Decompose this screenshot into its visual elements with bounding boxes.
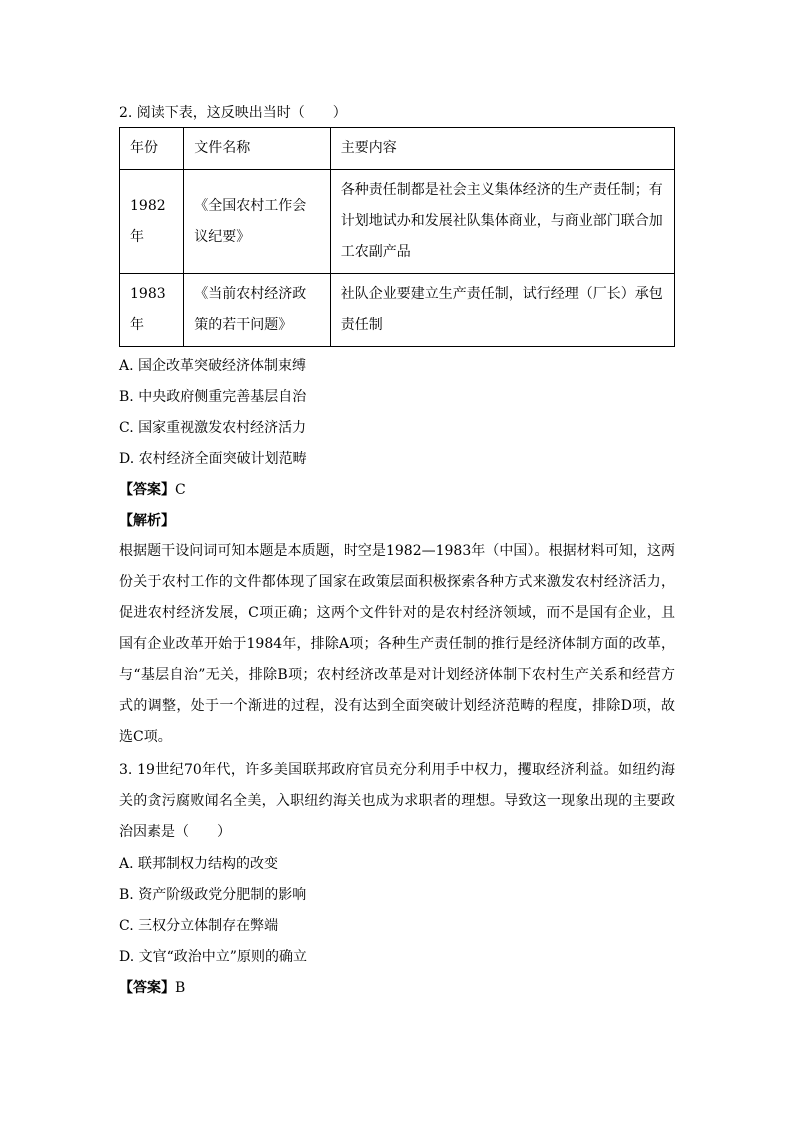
cell-year: 1983年 (120, 274, 184, 347)
table-row (120, 170, 675, 274)
answer-value: B (175, 980, 186, 996)
q2-option-d: D. 农村经济全面突破计划范畴 (119, 451, 307, 467)
table-row (120, 274, 675, 347)
policy-table (119, 127, 675, 347)
q3-option-d: D. 文官“政治中立”原则的确立 (119, 949, 307, 965)
q2-option-a: A. 国企改革突破经济体制束缚 (119, 358, 307, 374)
q2-analysis-text: 根据题干设问词可知本题是本质题，时空是1982—1983年（中国）。根据材料可知，这两份关于农村工作的文件都体现了国家在政策层面积极探索各种方式来激发农村经济活力，促进农村经济发展，C项正确；这两个文件针对的是农村经济领域，而不是国有企业，且国有企业改革开始于1984年，排除A项；各种生产责任制的推行是经济体制方面的改革，与“基层自治”无关，排除B项；农村经济改革是对计划经济体制下农村生产关系和经营方式的调整，处于一个渐进的过程，没有达到全面突破计划经济范畴的程度，排除D项，故选C项。 (119, 543, 675, 745)
q3-option-c: C. 三权分立体制存在弊端 (119, 918, 279, 934)
cell-year: 1982年 (120, 170, 184, 274)
header-doc-name: 文件名称 (184, 128, 331, 170)
answer-value: C (175, 482, 186, 498)
q3-option-a: A. 联邦制权力结构的改变 (119, 856, 279, 872)
answer-label: 【答案】 (119, 980, 175, 996)
q3-stem: 3. 19世纪70年代，许多美国联邦政府官员充分利用手中权力，攫取经济利益。如纽约海关的贪污腐败闻名全美，入职纽约海关也成为求职者的理想。导致这一现象出现的主要政治因素是（ ） (119, 762, 675, 840)
q2-answer (119, 482, 186, 498)
header-main-content: 主要内容 (330, 128, 674, 170)
q2-analysis-label: 【解析】 (119, 513, 175, 529)
q3-option-b: B. 资产阶级政党分肥制的影响 (119, 887, 307, 903)
q2-option-b: B. 中央政府侧重完善基层自治 (119, 389, 307, 405)
cell-doc-name: 《当前农村经济政策的若干问题》 (184, 274, 331, 347)
cell-main-content: 社队企业要建立生产责任制，试行经理（厂长）承包责任制 (330, 274, 674, 347)
q2-option-c: C. 国家重视激发农村经济活力 (119, 420, 307, 436)
header-year: 年份 (120, 128, 184, 170)
cell-doc-name: 《全国农村工作会议纪要》 (184, 170, 331, 274)
table-header-row (120, 128, 675, 170)
answer-label: 【答案】 (119, 482, 175, 498)
q2-stem: 2. 阅读下表，这反映出当时（ ） (119, 105, 347, 121)
cell-main-content: 各种责任制都是社会主义集体经济的生产责任制；有计划地试办和发展社队集体商业，与商业部门联合加工农副产品 (330, 170, 674, 274)
q3-answer (119, 980, 185, 996)
